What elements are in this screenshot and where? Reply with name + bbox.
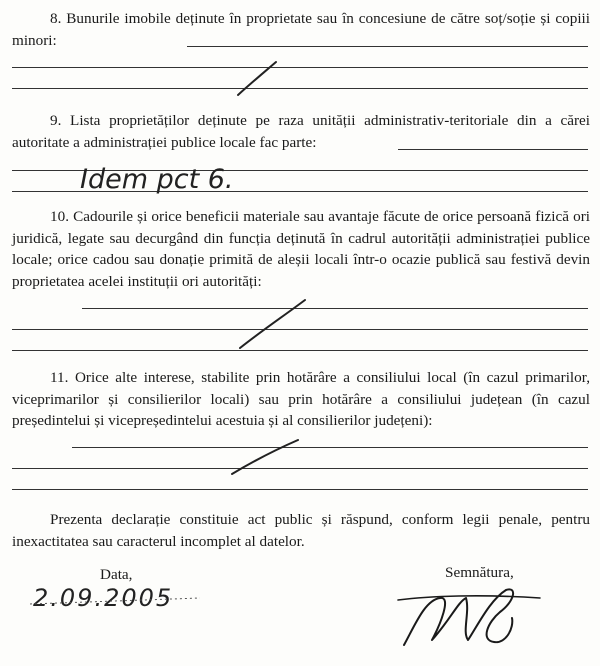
section-10-label: 10. Cadourile și orice beneficii materiale sau avantaje făcute de orice persoană fizică ori juridică, legate sau decurgând din funcția deținută în cadrul autorității administrației publice locale; orice cadou sau donație primită de aleșii locali într-o ocazie publică sau festivă devin proprietatea acelei instituții ori autorități: xyxy=(12,208,590,290)
section-11-label: 11. Orice alte interese, stabilite prin hotărâre a consiliului local (în cazul primarilor, viceprimarilor și consilierilor locali) sau prin hotărâre a consiliului județean (în cazul președintelui și vicepreședintelui acestuia și al consilierilor județeni): xyxy=(12,369,590,429)
date-label: Data, xyxy=(100,566,133,583)
section-11-dash-stroke xyxy=(232,440,298,474)
declaration-label: Prezenta declarație constituie act public și răspund, conform legii penale, pentru inexactitatea sau caracterul incomplet al datelor. xyxy=(12,511,590,550)
section-8-dash-stroke xyxy=(238,62,276,95)
date-handwritten-value: 2.09.2005 xyxy=(33,584,174,612)
signature-image xyxy=(398,589,540,645)
signature-label: Semnătura, xyxy=(445,564,514,581)
section-10-dash-stroke xyxy=(240,300,305,348)
section-9-handwritten-note: Idem pct 6. xyxy=(80,164,234,195)
section-9-label: 9. Lista proprietăților deținute pe raza unității administrativ-teritoriale din a cărei autoritate a administrației publice locale fac parte: xyxy=(12,112,590,151)
section-8-label: 8. Bunurile imobile deținute în proprietate sau în concesiune de către soț/soție și copiii minori: xyxy=(12,10,590,49)
